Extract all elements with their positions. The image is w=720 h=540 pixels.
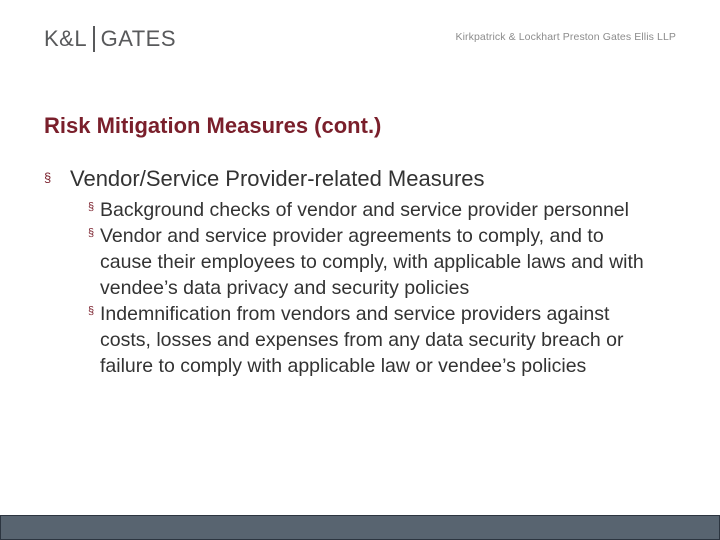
footer-bar [0,515,720,540]
sub-bullet-marker: § [88,227,95,239]
sub-bullet-marker: § [88,305,95,317]
sub-bullet-agreements [88,223,684,301]
sub-bullet-text: Vendor and service provider agreements to comply, and to cause their employees to comply, with applicable laws and with vendee’s data privacy and security policies [100,225,644,299]
sub-bullet-background-checks [88,197,684,223]
sub-bullet-list [88,197,684,379]
slide-content [44,165,684,379]
sub-bullet-text: Background checks of vendor and service provider personnel [100,199,629,221]
bullet-vendor-measures [44,165,684,193]
firm-name: Kirkpatrick & Lockhart Preston Gates Ellis LLP [455,31,676,43]
bullet-text: Vendor/Service Provider-related Measures [70,166,485,191]
logo-left-text: K&L [44,26,88,51]
kl-gates-logo [44,26,176,52]
sub-bullet-indemnification [88,301,684,379]
sub-bullet-marker: § [88,201,95,213]
logo-divider [93,26,95,52]
sub-bullet-text: Indemnification from vendors and service providers against costs, losses and expenses from any data security breach or failure to comply with applicable law or vendee’s policies [100,303,624,377]
logo-right-text: GATES [100,26,177,51]
bullet-marker: § [44,170,52,185]
slide-title: Risk Mitigation Measures (cont.) [44,113,382,138]
